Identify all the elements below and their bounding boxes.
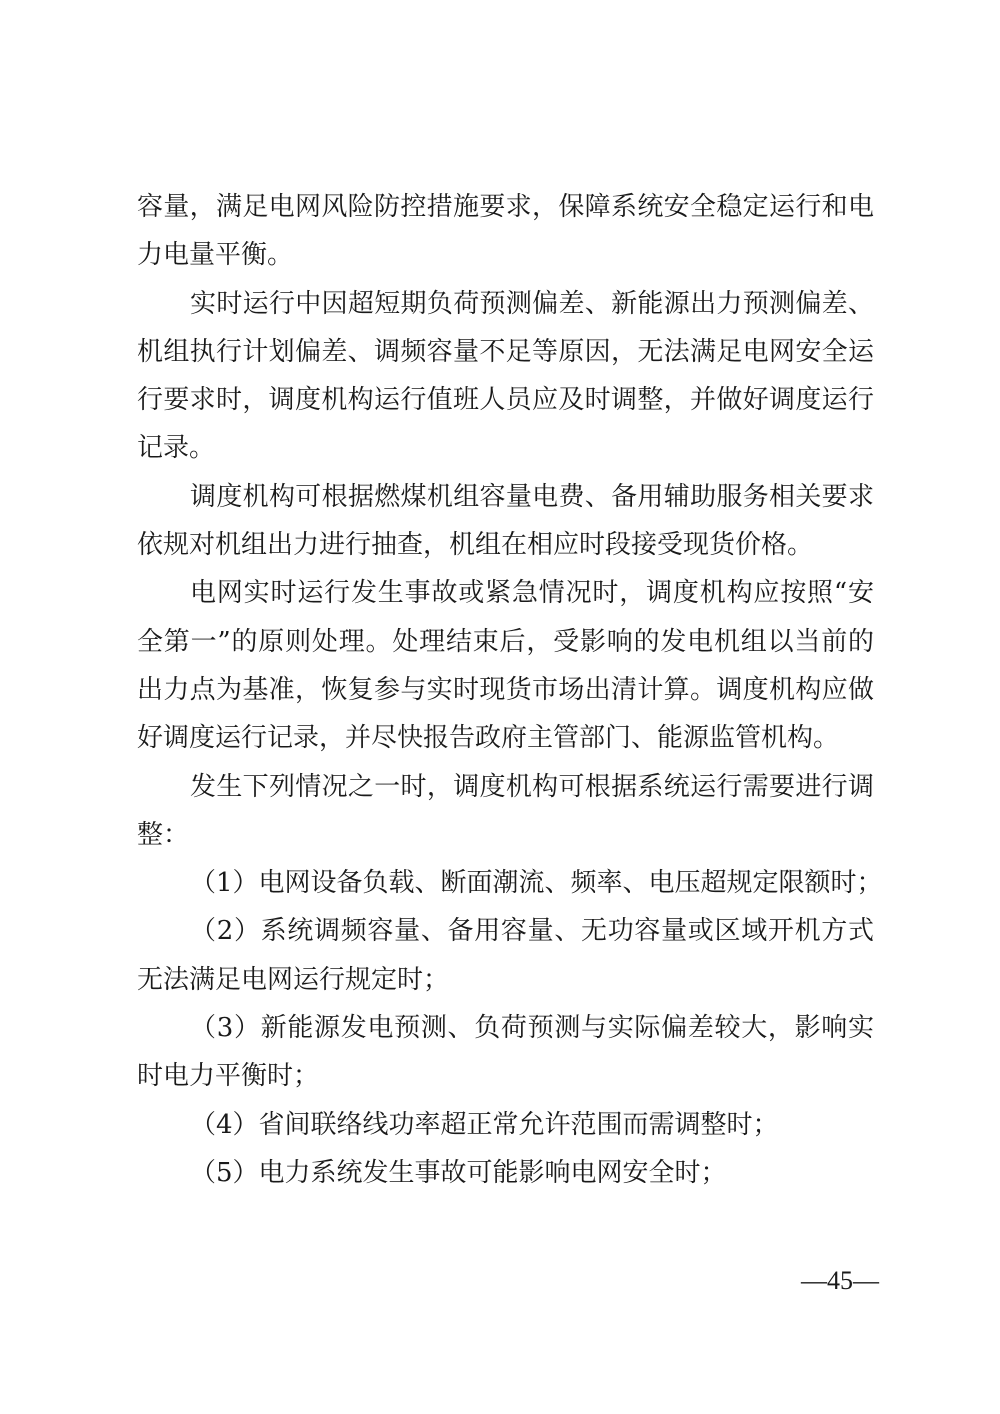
text-line: 力电量平衡。 [137,240,294,271]
list-item: （1）电网设备负载、断面潮流、频率、电压超规定限额时； [190,868,883,899]
list-item: （5）电力系统发生事故可能影响电网安全时； [190,1157,727,1188]
list-item: （2）系统调频容量、备用容量、无功容量或区域开机方式 [190,916,874,947]
document-body [137,183,883,1197]
list-item: （4）省间联络线功率超正常允许范围而需调整时； [190,1109,779,1140]
text-line: 无法满足电网运行规定时； [137,964,450,995]
text-line: 整： [137,819,190,850]
text-line: 实时运行中因超短期负荷预测偏差、新能源出力预测偏差、 [190,288,874,319]
page-number: —45— [801,1266,879,1295]
text-line: 好调度运行记录，并尽快报告政府主管部门、能源监管机构。 [137,723,840,754]
text-line: 记录。 [137,433,216,464]
list-item: （3）新能源发电预测、负荷预测与实际偏差较大，影响实 [190,1013,874,1044]
text-line: 容量，满足电网风险防控措施要求，保障系统安全稳定运行和电 [137,192,874,222]
text-line: 发生下列情况之一时，调度机构可根据系统运行需要进行调 [190,771,874,802]
text-line: 出力点为基准，恢复参与实时现货市场出清计算。调度机构应做 [137,674,874,705]
text-line: 电网实时运行发生事故或紧急情况时，调度机构应按照“安 [190,578,874,609]
text-line: 行要求时，调度机构运行值班人员应及时调整，并做好调度运行 [137,385,874,416]
text-line: 调度机构可根据燃煤机组容量电费、备用辅助服务相关要求 [190,481,874,512]
text-line: 机组执行计划偏差、调频容量不足等原因，无法满足电网安全运 [137,336,874,367]
text-line: 全第一”的原则处理。处理结束后，受影响的发电机组以当前的 [137,626,874,657]
text-line: 依规对机组出力进行抽查，机组在相应时段接受现货价格。 [137,530,814,561]
text-line: 时电力平衡时； [137,1061,320,1092]
